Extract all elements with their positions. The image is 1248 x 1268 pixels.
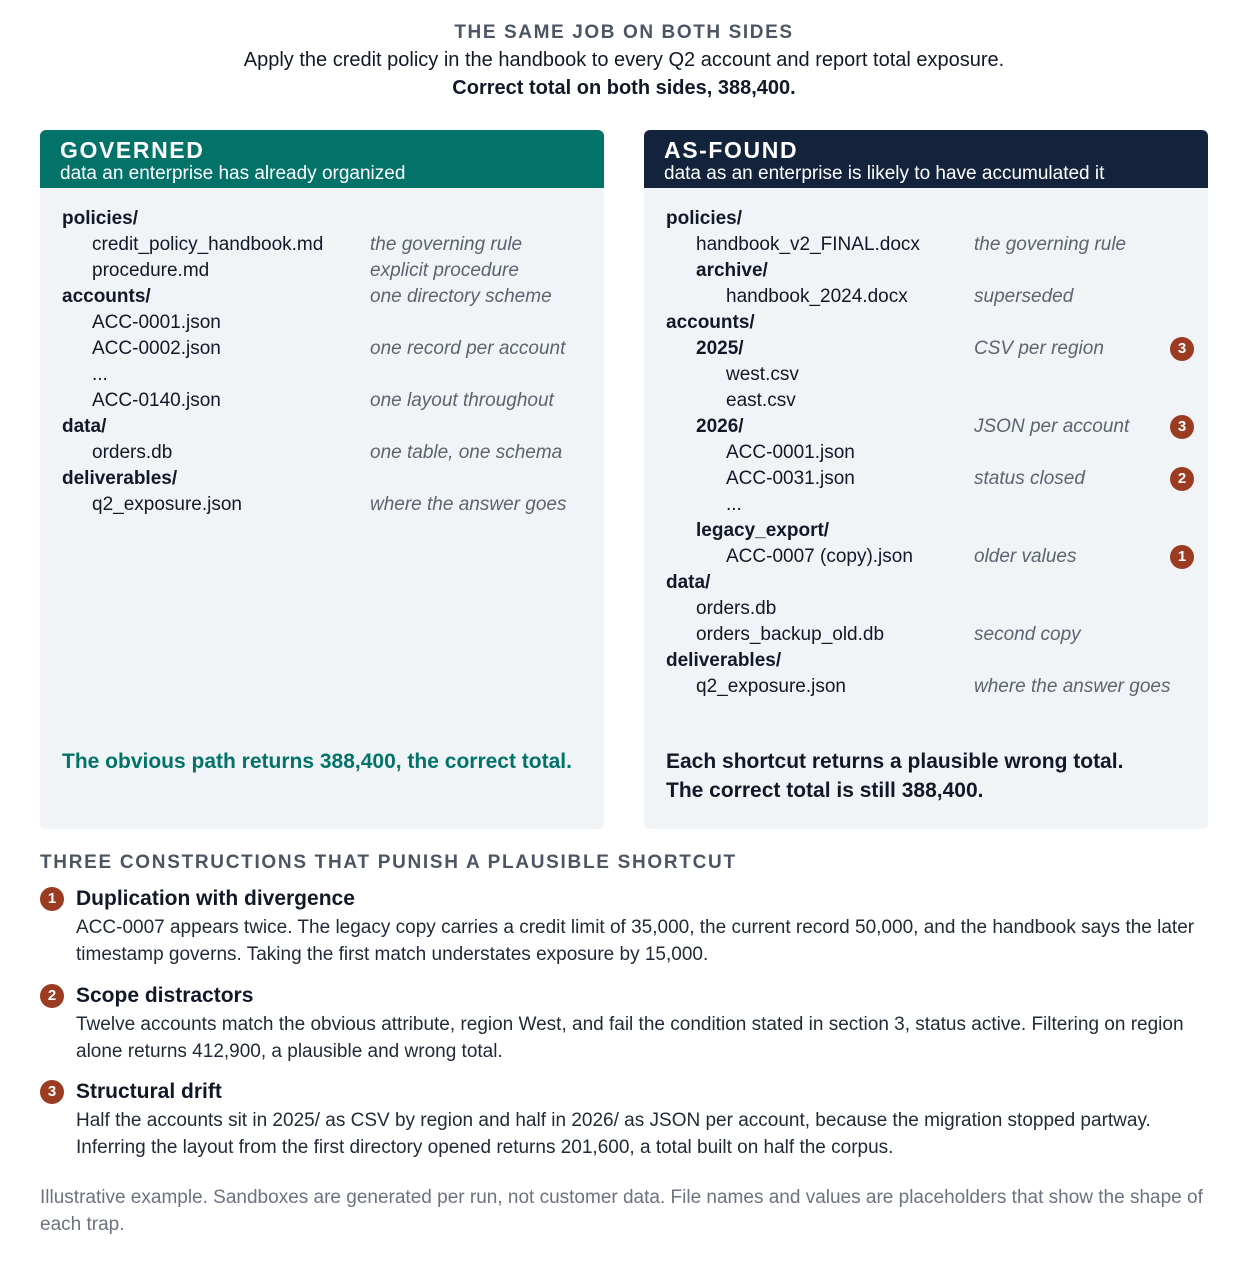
row-note: one layout throughout [370, 390, 554, 411]
tree-row [644, 362, 1208, 388]
governed-title: GOVERNED [60, 137, 205, 163]
asfound-tree [644, 206, 1208, 700]
trap-badge: 2 [1170, 467, 1194, 491]
ellipsis: ... [726, 494, 742, 515]
row-note: status closed [974, 468, 1085, 489]
folder-name: 2026/ [696, 416, 744, 437]
file-name: ACC-0001.json [92, 312, 221, 333]
file-name: q2_exposure.json [92, 494, 242, 515]
row-note: one record per account [370, 338, 566, 359]
row-note: one table, one schema [370, 442, 563, 463]
tree-row [40, 414, 604, 440]
construction-body: ACC-0007 appears twice. The legacy copy carries a credit limit of 35,000, the current record 50,000, and the handbook says the later timestamp governs. Taking the first match understates exposure by 15,000. [76, 917, 1195, 965]
tree-row [644, 492, 1208, 518]
tree-row [644, 622, 1208, 648]
construction-body: Half the accounts sit in 2025/ as CSV by region and half in 2026/ as JSON per account, because the migration stopped partway. Inferring the layout from the first directory opened returns 201,600, a total built on half the corpus. [76, 1110, 1151, 1158]
tree-row [644, 648, 1208, 674]
file-name: credit_policy_handbook.md [92, 234, 324, 255]
folder-name: policies/ [62, 208, 139, 229]
file-name: east.csv [726, 390, 796, 411]
file-name: procedure.md [92, 260, 210, 281]
subtitle-total: Correct total on both sides, 388,400. [452, 77, 796, 99]
tree-row [40, 310, 604, 336]
tree-row [40, 362, 604, 388]
tree-row [644, 544, 1208, 570]
file-name: orders.db [92, 442, 173, 463]
file-name: ACC-0007 (copy).json [726, 546, 913, 567]
tree-row [40, 284, 604, 310]
row-note: CSV per region [974, 338, 1104, 359]
construction-body: Twelve accounts match the obvious attribute, region West, and fail the condition stated in section 3, status active. Filtering on region alone returns 412,900, a plausible and wrong total. [76, 1014, 1184, 1062]
tree-row [40, 232, 604, 258]
governed-tree [40, 206, 604, 518]
row-note: second copy [974, 624, 1081, 645]
file-name: ACC-0002.json [92, 338, 221, 359]
folder-name: archive/ [696, 260, 768, 281]
file-name: orders.db [696, 598, 777, 619]
file-name: ACC-0140.json [92, 390, 221, 411]
trap-badge: 3 [1170, 415, 1194, 439]
tree-row [644, 518, 1208, 544]
row-note: the governing rule [974, 234, 1127, 255]
folder-name: data/ [666, 572, 711, 593]
folder-name: accounts/ [62, 286, 151, 307]
construction-title: Scope distractors [76, 984, 254, 1007]
folder-name: accounts/ [666, 312, 755, 333]
trap-badge: 3 [1170, 337, 1194, 361]
construction-number: 1 [40, 887, 64, 911]
construction-title: Structural drift [76, 1080, 222, 1103]
subtitle: Apply the credit policy in the handbook to every Q2 account and report total exposure. [243, 49, 1005, 71]
file-name: ACC-0001.json [726, 442, 855, 463]
governed-header [40, 130, 604, 188]
file-name: west.csv [726, 364, 799, 385]
tree-row [644, 596, 1208, 622]
tree-row [644, 232, 1208, 258]
folder-name: legacy_export/ [696, 520, 830, 541]
governed-footer: The obvious path returns 388,400, the correct total. [62, 750, 572, 773]
asfound-footer [666, 747, 1186, 805]
kicker-title: THE SAME JOB ON BOTH SIDES [454, 22, 794, 43]
tree-row [644, 206, 1208, 232]
tree-row [644, 388, 1208, 414]
asfound-footer-line1: Each shortcut returns a plausible wrong total. [666, 750, 1124, 773]
tree-row [644, 570, 1208, 596]
construction-number: 2 [40, 984, 64, 1008]
file-name: handbook_v2_FINAL.docx [696, 234, 920, 255]
folder-name: 2025/ [696, 338, 744, 359]
governed-subtitle: data an enterprise has already organized [60, 163, 406, 184]
file-name: ACC-0031.json [726, 468, 855, 489]
folder-name: data/ [62, 416, 107, 437]
tree-row [644, 466, 1208, 492]
row-note: superseded [974, 286, 1074, 307]
tree-row [644, 440, 1208, 466]
tree-row [40, 492, 604, 518]
asfound-panel [644, 130, 1208, 829]
footnote: Illustrative example. Sandboxes are generated per run, not customer data. File names and values are placeholders that show the shape of each trap. [40, 1187, 1203, 1235]
tree-row [40, 336, 604, 362]
file-name: orders_backup_old.db [696, 624, 885, 645]
tree-row [644, 674, 1208, 700]
tree-row [40, 388, 604, 414]
tree-row [40, 466, 604, 492]
row-note: where the answer goes [370, 494, 567, 515]
file-name: handbook_2024.docx [726, 286, 908, 307]
tree-row [40, 258, 604, 284]
row-note: one directory scheme [370, 286, 552, 307]
tree-row [40, 206, 604, 232]
tree-row [644, 284, 1208, 310]
file-name: q2_exposure.json [696, 676, 846, 697]
trap-badge: 1 [1170, 545, 1194, 569]
folder-name: deliverables/ [666, 650, 782, 671]
folder-name: deliverables/ [62, 468, 178, 489]
row-note: JSON per account [974, 416, 1130, 437]
asfound-footer-line2: The correct total is still 388,400. [666, 779, 984, 802]
row-note: the governing rule [370, 234, 523, 255]
asfound-subtitle: data as an enterprise is likely to have accumulated it [664, 163, 1105, 184]
tree-row [644, 258, 1208, 284]
row-note: where the answer goes [974, 676, 1171, 697]
tree-row [644, 336, 1208, 362]
construction-title: Duplication with divergence [76, 887, 355, 910]
ellipsis: ... [92, 364, 108, 385]
row-note: explicit procedure [370, 260, 519, 281]
tree-row [644, 414, 1208, 440]
construction-number: 3 [40, 1080, 64, 1104]
asfound-header [644, 130, 1208, 188]
governed-panel [40, 130, 604, 829]
asfound-title: AS-FOUND [664, 137, 799, 163]
tree-row [644, 310, 1208, 336]
constructions-heading: THREE CONSTRUCTIONS THAT PUNISH A PLAUSIBLE SHORTCUT [40, 852, 737, 873]
tree-row [40, 440, 604, 466]
row-note: older values [974, 546, 1077, 567]
folder-name: policies/ [666, 208, 743, 229]
